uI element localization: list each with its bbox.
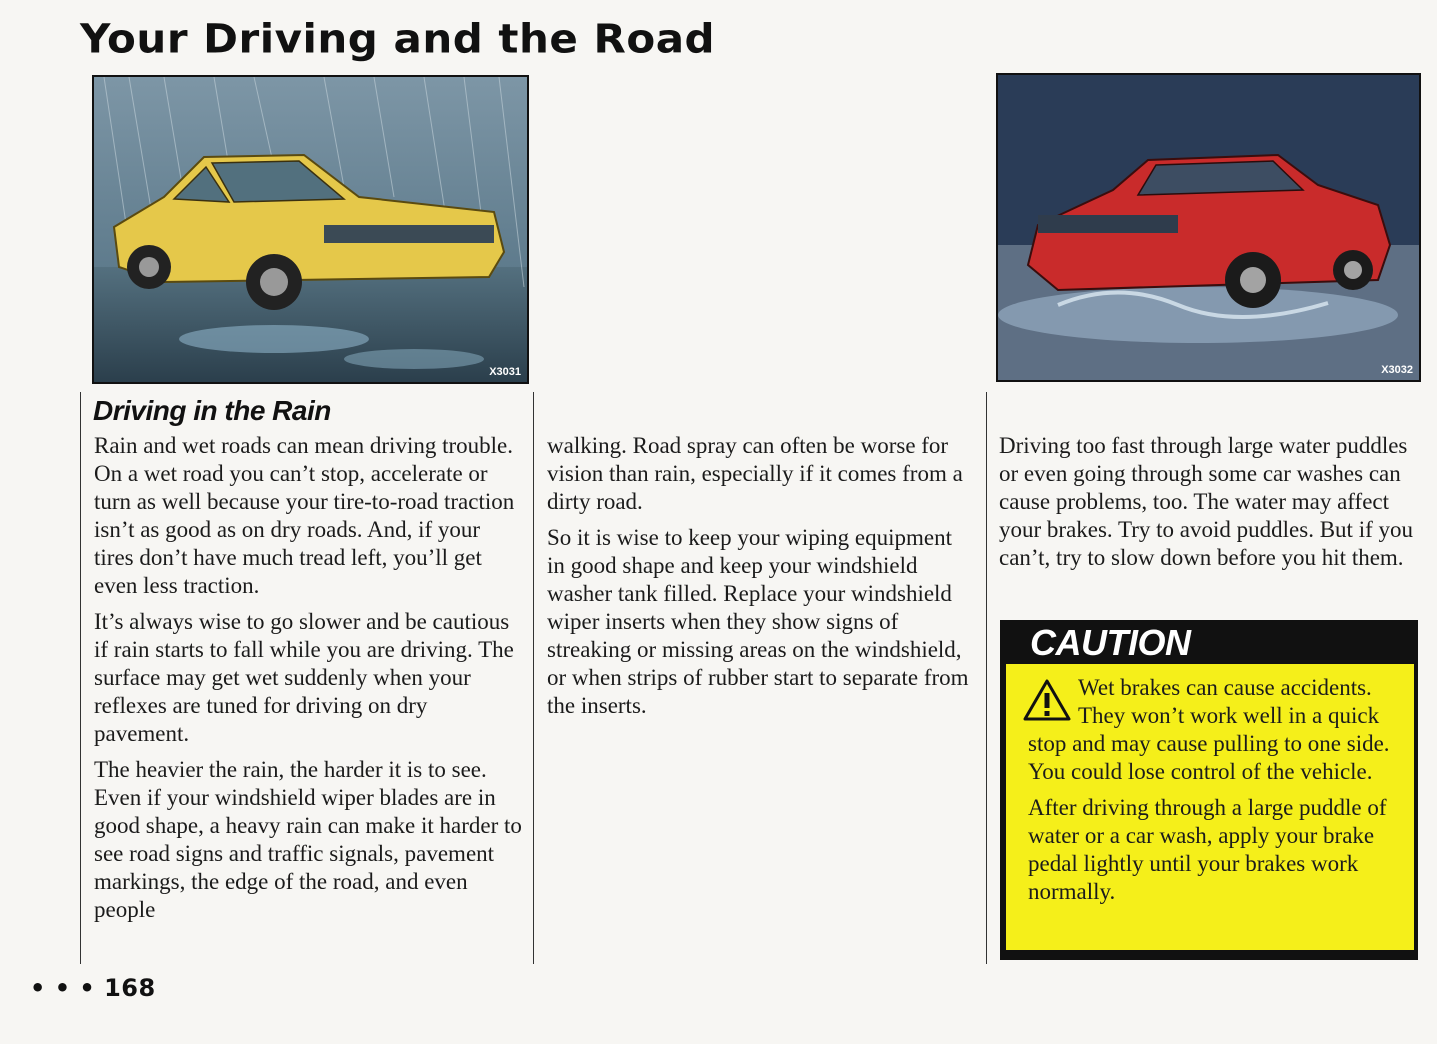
caution-paragraph — [1028, 674, 1396, 786]
text-column-1 — [94, 432, 524, 932]
caution-box — [1000, 620, 1418, 960]
text-column-3 — [999, 432, 1413, 580]
paragraph: walking. Road spray can often be worse for vision than rain, especially if it comes from a dirty road. — [547, 433, 963, 514]
paragraph: The heavier the rain, the harder it is to see. Even if your windshield wiper blades are in good shape, a heavy rain can make it harder to see road signs and traffic signals, pavement markings, the edge of the road, and even people — [94, 757, 522, 922]
page-number-value: 168 — [104, 974, 156, 1002]
text-column-2 — [547, 432, 975, 728]
puddle-car-illustration — [996, 73, 1421, 382]
paragraph: Rain and wet roads can mean driving trouble. On a wet road you can’t stop, accelerate or turn as well because your tire-to-road traction isn’t as good as on dry roads. And, if your tires don’t have much tread left, you’ll get even less traction. — [94, 433, 515, 598]
warning-triangle-icon — [1022, 678, 1072, 722]
page-title: Your Driving and the Road — [80, 15, 716, 62]
paragraph: Driving too fast through large water puddles or even going through some car washes can cause problems, too. The water may affect your brakes. Try to avoid puddles. But if you can’t, try to slow down before you hit them. — [999, 433, 1413, 570]
rain-car-illustration — [92, 75, 529, 384]
caution-text: Wet brakes can cause accidents. They won’t work well in a quick stop and may cause pulling to one side. You could lose control of the vehicle. — [1028, 675, 1390, 784]
column-rule — [533, 392, 534, 964]
yellow-car-rain-drawing — [94, 77, 527, 382]
column-rule — [80, 392, 81, 964]
paragraph: It’s always wise to go slower and be cautious if rain starts to fall while you are driving. The surface may get wet suddenly when your reflexes are tuned for driving on dry pavement. — [94, 609, 514, 746]
page-number-prefix: • • • — [30, 974, 96, 1002]
red-car-puddle-drawing — [998, 75, 1419, 380]
paragraph: So it is wise to keep your wiping equipment in good shape and keep your windshield washer tank filled. Replace your windshield wiper inserts when they show signs of streaking or missing areas on the windshield, or when strips of rubber start to separate from the inserts. — [547, 525, 969, 718]
column-rule — [986, 392, 987, 964]
image-code-label: X3031 — [489, 366, 521, 378]
caution-paragraph: After driving through a large puddle of water or a car wash, apply your brake pedal lightly until your brakes work normally. — [1028, 795, 1387, 904]
page-number — [30, 974, 156, 1002]
section-heading: Driving in the Rain — [93, 395, 331, 426]
caution-title: CAUTION — [1030, 622, 1191, 663]
caution-body — [1006, 664, 1414, 950]
image-code-label: X3032 — [1381, 364, 1413, 376]
